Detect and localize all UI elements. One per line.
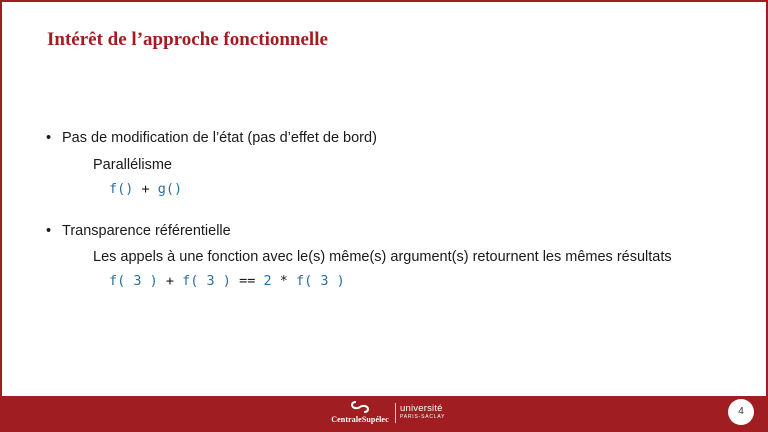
code-token: g() xyxy=(157,181,183,197)
code-token: * xyxy=(271,273,296,289)
bullet-text: Pas de modification de l’état (pas d’effet de bord) xyxy=(62,130,377,146)
bullet-marker: • xyxy=(46,130,52,146)
code-token: 2 xyxy=(263,273,272,289)
sub-item: Parallélisme xyxy=(93,157,172,173)
code-token: + xyxy=(133,181,158,197)
centralesupelec-logo-text: CentraleSupélec xyxy=(331,415,389,424)
bullet-text: Transparence référentielle xyxy=(62,223,231,239)
paris-saclay-logo-text: PARIS-SACLAY xyxy=(400,414,446,420)
sub-item: Les appels à une fonction avec le(s) même(s) argument(s) retournent les mêmes résultats xyxy=(93,249,672,265)
code-token: f() xyxy=(109,181,134,197)
code-token: f( 3 ) xyxy=(182,273,231,289)
code-token: == xyxy=(230,273,264,289)
code-token: f( 3 ) xyxy=(296,273,345,289)
centralesupelec-logo xyxy=(326,400,394,424)
code-line xyxy=(109,181,182,197)
code-line xyxy=(109,273,345,289)
code-token: + xyxy=(157,273,183,289)
bullet-marker: • xyxy=(46,223,52,239)
universite-paris-saclay-logo xyxy=(400,404,445,421)
code-token: f( 3 ) xyxy=(109,273,158,289)
bullet-item xyxy=(46,130,377,146)
footer-bar xyxy=(2,396,766,430)
logo-divider xyxy=(395,403,396,423)
universite-logo-text: université xyxy=(400,403,443,414)
page-number: 4 xyxy=(728,399,754,425)
centralesupelec-mark-icon xyxy=(349,400,371,414)
slide-title: Intérêt de l’approche fonctionnelle xyxy=(47,29,328,50)
bullet-item xyxy=(46,223,231,239)
